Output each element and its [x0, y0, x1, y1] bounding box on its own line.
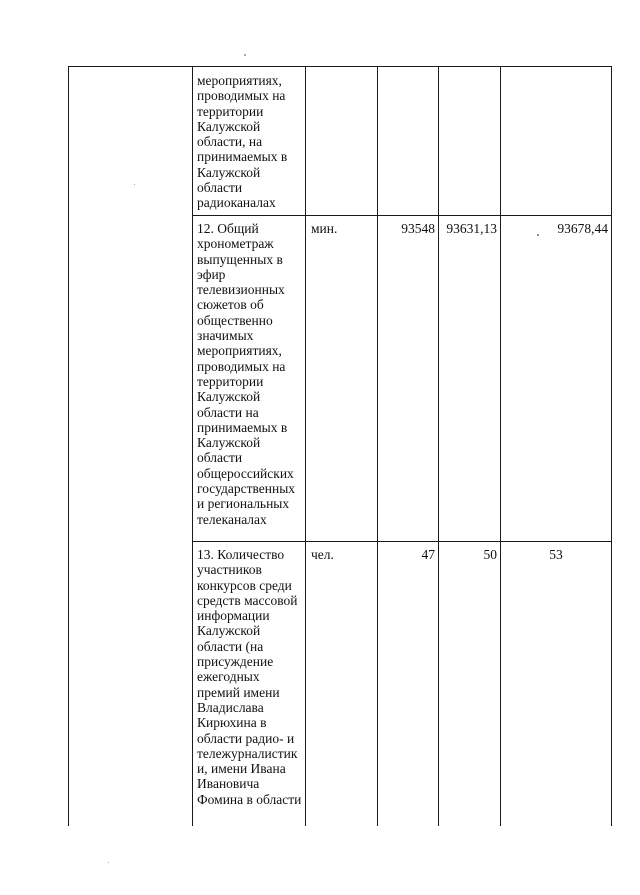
scan-speck	[244, 54, 246, 56]
value-cell	[501, 216, 612, 542]
value-text	[439, 67, 500, 72]
value-cell	[439, 542, 501, 826]
description-text: 13. Количество участников конкурсов среди средств массовой информации Калужской области (на присуждение ежегодных премий имени Владислава Кирюхина в области радио- и тележурналистик и, имени Ивана Ивановича Фомина в области	[197, 547, 302, 807]
indicator-description	[193, 542, 306, 826]
value-text: 93631,13	[446, 221, 497, 236]
unit-text: чел.	[311, 547, 334, 562]
value-cell	[439, 67, 501, 216]
empty-column-cell	[69, 67, 193, 826]
value-text: 50	[483, 547, 497, 562]
description-text: мероприятиях, проводимых на территории Калужской области, на принимаемых в Калужской области радиоканалах	[197, 73, 288, 211]
unit-text	[306, 67, 377, 72]
unit-cell	[306, 542, 378, 826]
unit-cell	[306, 67, 378, 216]
value-cell	[378, 542, 439, 826]
value-text: 47	[421, 547, 435, 562]
value-text: 53	[549, 547, 563, 562]
scan-speck	[108, 862, 109, 863]
value-text: 93548	[401, 221, 435, 236]
indicator-description	[193, 216, 306, 542]
indicator-table	[68, 66, 612, 826]
value-cell	[501, 67, 612, 216]
unit-text: мин.	[311, 221, 338, 236]
unit-cell	[306, 216, 378, 542]
indicator-description	[193, 67, 306, 216]
table-row	[69, 67, 612, 216]
value-cell	[501, 542, 612, 826]
value-cell	[439, 216, 501, 542]
value-cell	[378, 67, 439, 216]
value-text	[378, 67, 438, 72]
value-text	[501, 67, 611, 72]
scan-speck	[537, 234, 539, 236]
value-cell	[378, 216, 439, 542]
value-text: 93678,44	[557, 221, 608, 236]
description-text: 12. Общий хронометраж выпущенных в эфир телевизионных сюжетов об общественно значимых мероприятиях, проводимых на территории Калужской области на принимаемых в Калужской области общероссийских государственных и региональных телеканалах	[197, 221, 296, 527]
